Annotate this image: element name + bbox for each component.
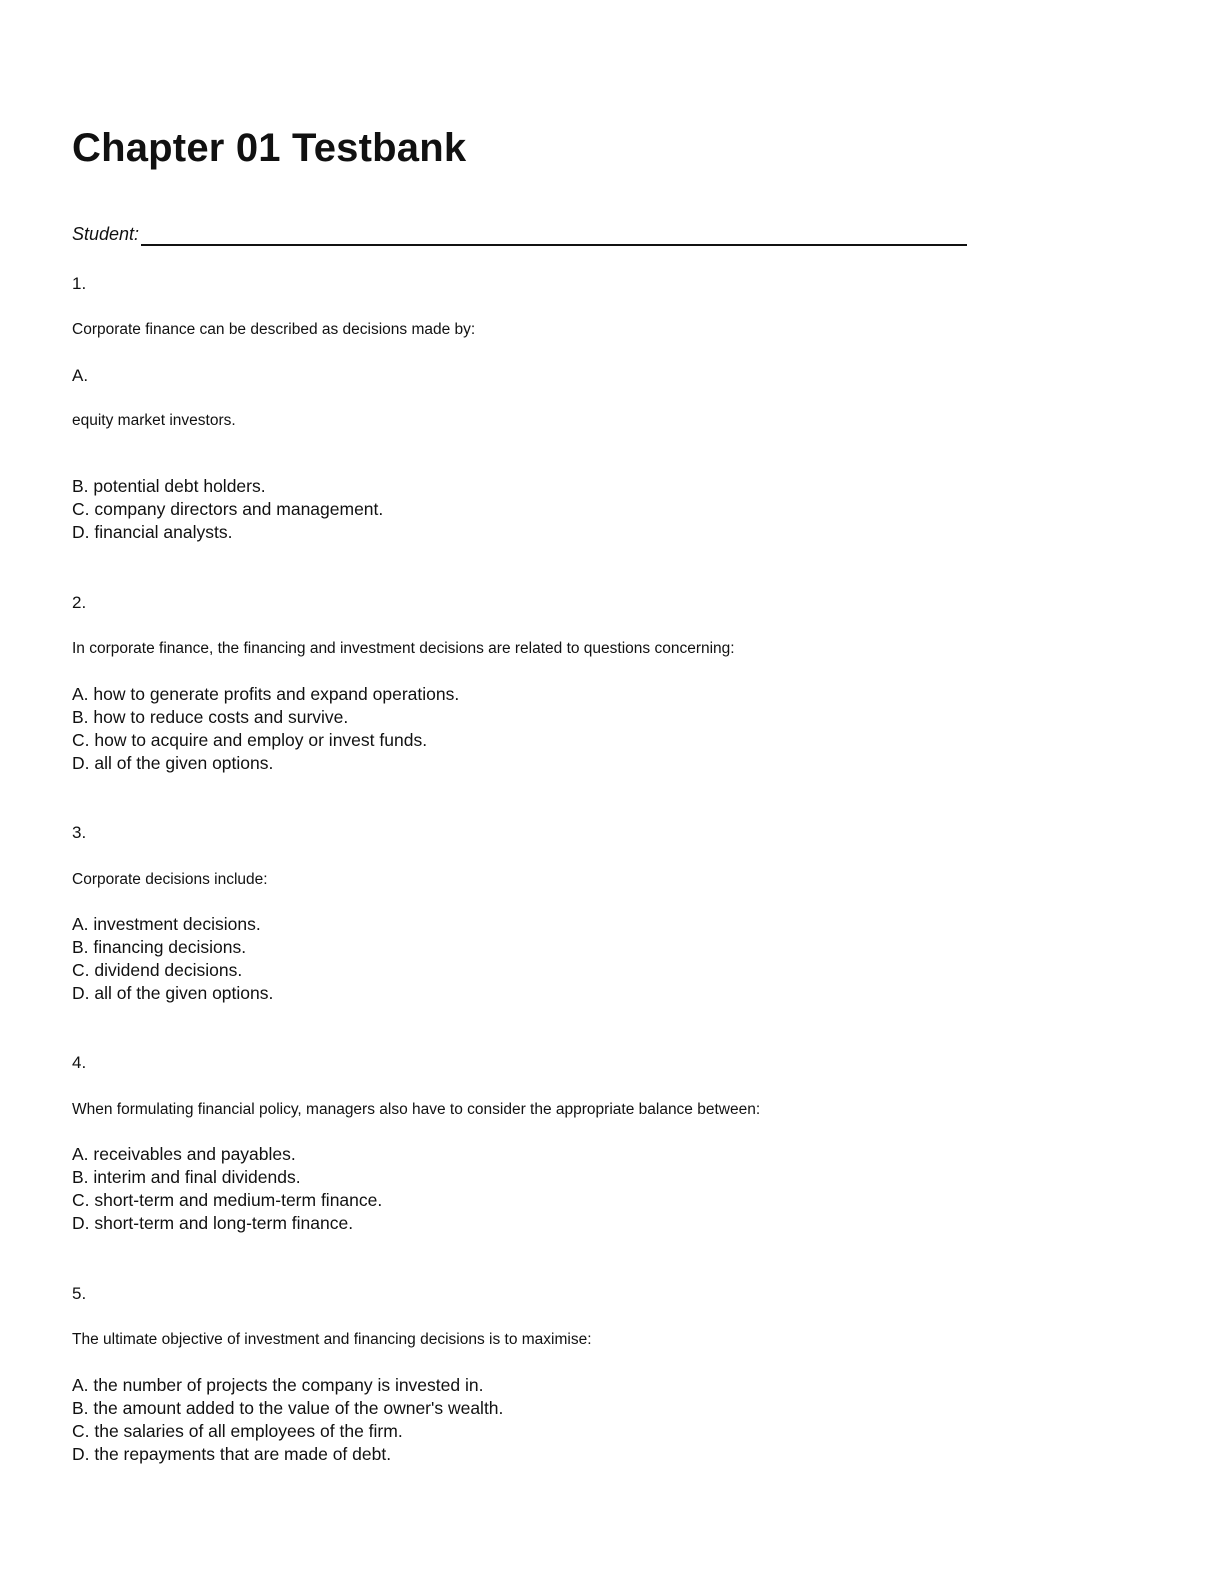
option-item: A. receivables and payables. xyxy=(72,1144,296,1164)
question-stem: Corporate decisions include: xyxy=(72,871,268,888)
option-item: C. short-term and medium-term finance. xyxy=(72,1190,383,1210)
student-field xyxy=(72,222,967,246)
option-item: C. dividend decisions. xyxy=(72,960,243,980)
question-stem: When formulating financial policy, managers also have to consider the appropriate balance between: xyxy=(72,1101,761,1118)
page-title: Chapter 01 Testbank xyxy=(72,126,467,170)
option-item: B. potential debt holders. xyxy=(72,476,266,496)
question-number: 5. xyxy=(72,1284,87,1303)
option-list xyxy=(72,1374,503,1466)
question-number: 4. xyxy=(72,1053,87,1072)
option-list xyxy=(72,683,459,775)
option-item: C. how to acquire and employ or invest funds. xyxy=(72,730,428,750)
option-item: D. short-term and long-term finance. xyxy=(72,1213,354,1233)
option-item: D. all of the given options. xyxy=(72,753,274,773)
option-item: D. the repayments that are made of debt. xyxy=(72,1444,392,1464)
option-item: B. how to reduce costs and survive. xyxy=(72,707,349,727)
option-text: equity market investors. xyxy=(72,412,236,429)
option-letter: A. xyxy=(72,366,89,385)
option-item: A. investment decisions. xyxy=(72,914,261,934)
student-name-line[interactable] xyxy=(141,226,967,246)
option-item: A. how to generate profits and expand operations. xyxy=(72,684,460,704)
option-item: C. company directors and management. xyxy=(72,499,384,519)
question-stem: In corporate finance, the financing and investment decisions are related to questions concerning: xyxy=(72,640,735,657)
option-item: A. the number of projects the company is invested in. xyxy=(72,1375,484,1395)
student-label: Student: xyxy=(72,224,140,244)
option-item: B. the amount added to the value of the owner's wealth. xyxy=(72,1398,504,1418)
option-list xyxy=(72,475,383,544)
option-item: D. all of the given options. xyxy=(72,983,274,1003)
option-item: B. financing decisions. xyxy=(72,937,247,957)
question-number: 2. xyxy=(72,593,87,612)
question-stem: Corporate finance can be described as decisions made by: xyxy=(72,321,476,338)
question-number: 1. xyxy=(72,274,87,293)
option-item: B. interim and final dividends. xyxy=(72,1167,301,1187)
option-item: C. the salaries of all employees of the firm. xyxy=(72,1421,403,1441)
option-list xyxy=(72,1143,382,1235)
question-number: 3. xyxy=(72,823,87,842)
option-list xyxy=(72,913,273,1005)
question-stem: The ultimate objective of investment and financing decisions is to maximise: xyxy=(72,1331,592,1348)
option-item: D. financial analysts. xyxy=(72,522,233,542)
